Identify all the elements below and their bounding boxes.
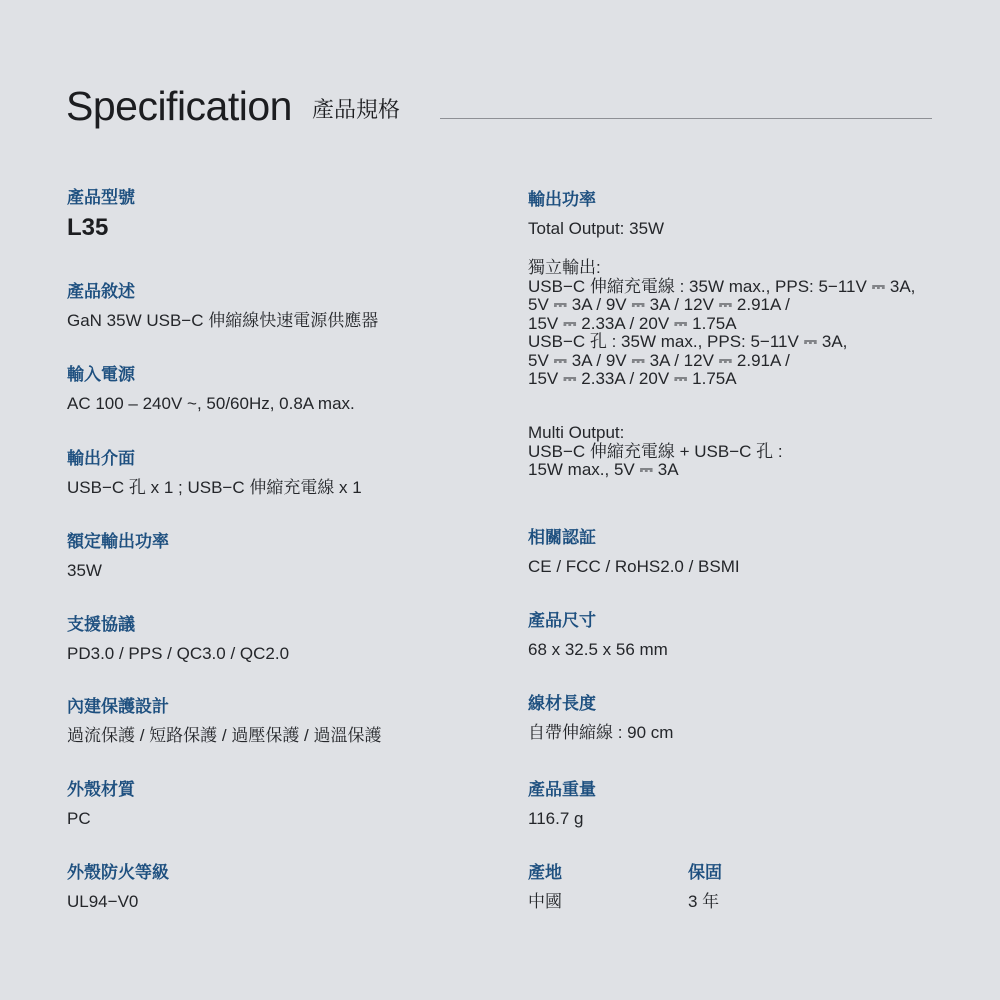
spec-interface [67,449,362,498]
spec-output-multi [528,424,783,480]
spec-label: 內建保護設計 [67,697,169,716]
spec-header [66,82,936,132]
spec-label: 輸出介面 [67,449,135,468]
output-line: 15V ⎓ 2.33A / 20V ⎓ 1.75A [528,369,737,388]
spec-warranty [688,863,722,912]
output-line: Multi Output: [528,423,625,442]
spec-model [67,188,135,242]
output-line: 15W max., 5V ⎓ 3A [528,460,679,479]
spec-housing [67,780,135,829]
output-line: 5V ⎓ 3A / 9V ⎓ 3A / 12V ⎓ 2.91A / [528,350,790,370]
spec-output-independent [528,259,915,389]
spec-fire-rating [67,863,169,912]
header-divider [440,118,932,119]
spec-description [67,282,378,331]
spec-value: GaN 35W USB−C 伸縮線快速電源供應器 [67,311,379,330]
output-line: 15V ⎓ 2.33A / 20V ⎓ 1.75A [528,313,737,333]
spec-cable-length [528,694,673,743]
spec-value: 3 年 [688,892,720,911]
spec-label: 外殼防火等級 [67,863,169,882]
spec-label: 輸入電源 [67,365,135,384]
spec-label: 產品型號 [67,188,135,207]
page-title: Specification [66,83,292,129]
spec-label: 線材長度 [528,694,596,713]
spec-label: 產品尺寸 [528,611,596,630]
spec-value: 過流保護 / 短路保護 / 過壓保護 / 過溫保護 [67,726,382,745]
spec-input [67,365,355,414]
spec-output-total: Total Output: 35W [528,219,665,238]
output-line: 5V ⎓ 3A / 9V ⎓ 3A / 12V ⎓ 2.91A / [528,295,790,314]
spec-label: 產地 [528,863,562,882]
spec-protocols [67,615,289,664]
spec-dimensions [528,611,668,660]
spec-protection [67,697,382,746]
output-line: USB−C 伸縮充電線 : 35W max., PPS: 5−11V ⎓ 3A, [528,276,916,296]
spec-label: 輸出功率 [528,190,596,209]
spec-value: L35 [67,214,109,241]
spec-label: 支援協議 [67,615,135,634]
output-line: USB−C 孔 : 35W max., PPS: 5−11V ⎓ 3A, [528,332,848,351]
output-line: 獨立輸出: [528,258,601,277]
spec-label: 額定輸出功率 [67,532,169,551]
spec-value: 中國 [528,892,562,911]
spec-output [528,190,664,239]
spec-rated-power [67,532,169,581]
spec-value: UL94−V0 [67,892,139,911]
spec-value: USB−C 孔 x 1 ; USB−C 伸縮充電線 x 1 [67,478,362,497]
spec-value: 68 x 32.5 x 56 mm [528,640,668,659]
spec-origin [528,863,562,912]
spec-value: PC [67,809,91,828]
spec-value: 35W [67,561,102,580]
spec-label: 產品敘述 [67,282,135,301]
spec-certification [528,528,740,577]
spec-value: 116.7 g [528,809,584,828]
spec-weight [528,780,596,829]
spec-value: 自帶伸縮線 : 90 cm [528,723,674,742]
page-subtitle: 產品規格 [312,97,401,122]
spec-label: 外殼材質 [67,780,135,799]
spec-value: PD3.0 / PPS / QC3.0 / QC2.0 [67,644,290,663]
spec-label: 相關認証 [528,528,596,547]
spec-label: 保固 [688,863,722,882]
output-line: USB−C 伸縮充電線 + USB−C 孔 : [528,441,783,461]
spec-value: CE / FCC / RoHS2.0 / BSMI [528,557,740,576]
spec-label: 產品重量 [528,780,596,799]
spec-value: AC 100 – 240V ~, 50/60Hz, 0.8A max. [67,394,355,413]
